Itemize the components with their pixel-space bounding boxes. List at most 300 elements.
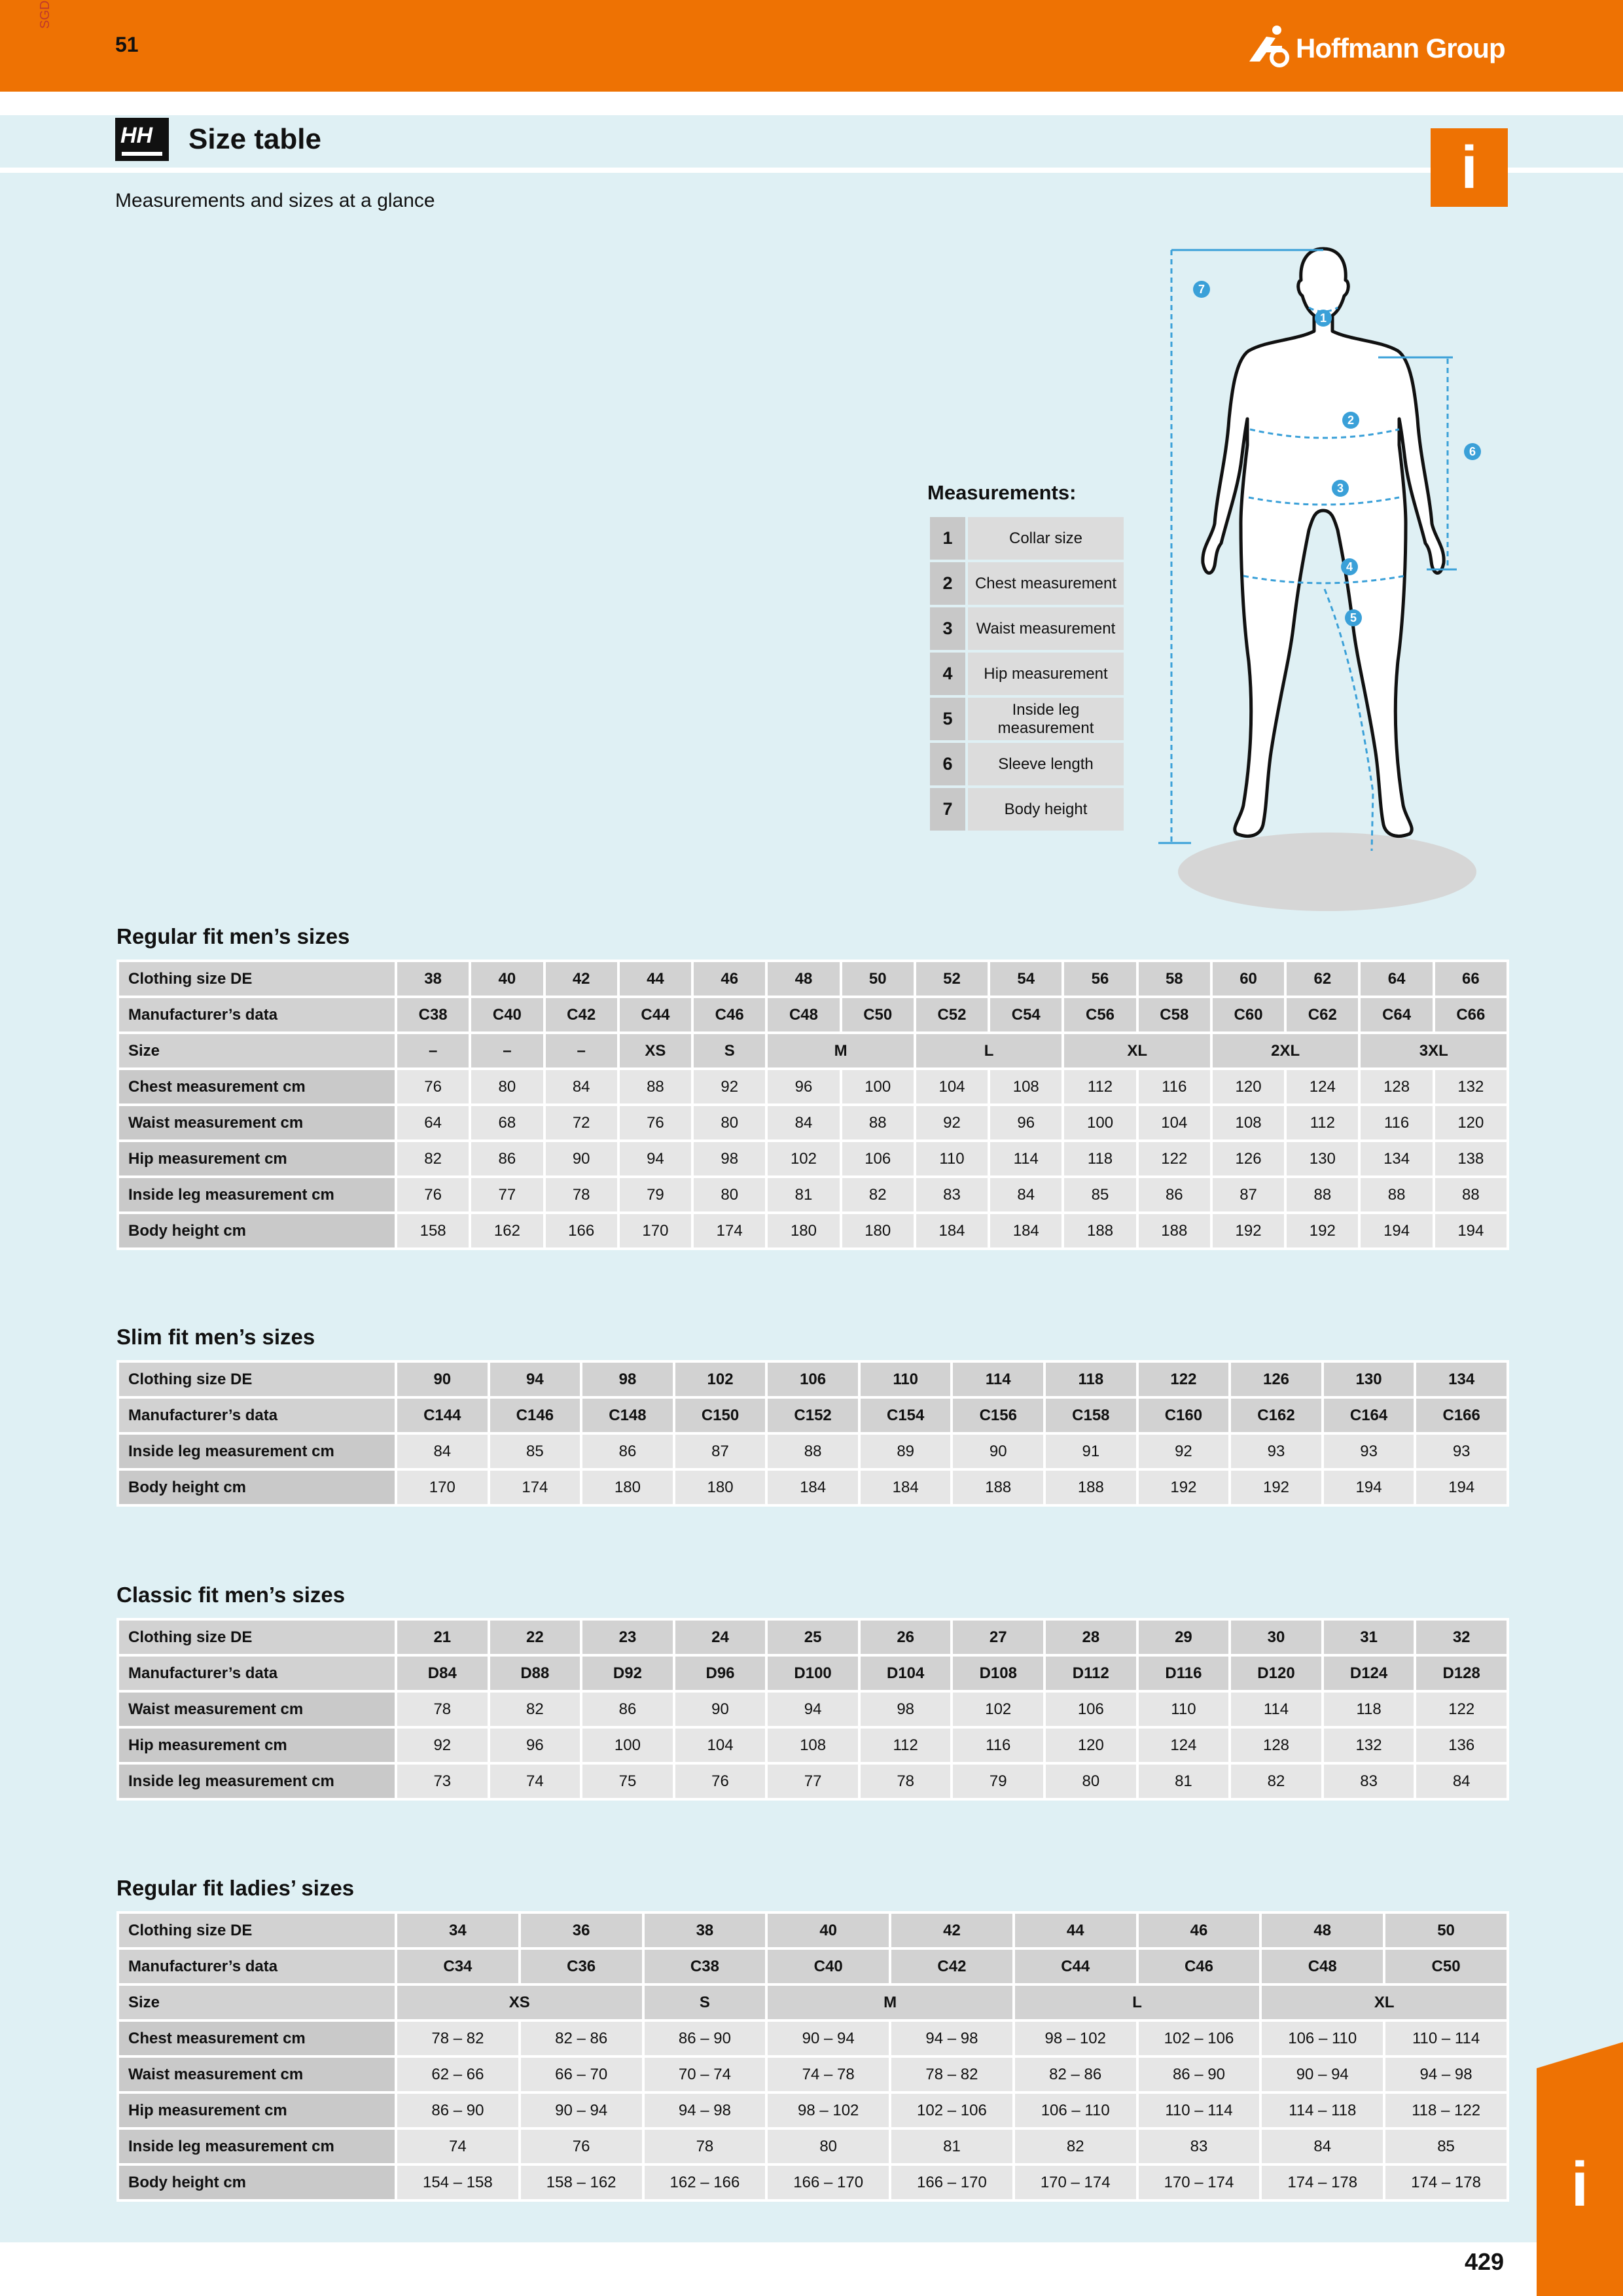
measurement-label: Inside leg measurement	[968, 698, 1124, 740]
row-label: Clothing size DE	[118, 1361, 396, 1397]
table-row	[118, 1397, 1508, 1433]
page-title: Size table	[188, 123, 321, 155]
table-cell: C44	[618, 997, 692, 1033]
measurement-label: Chest measurement	[968, 562, 1124, 605]
table-cell: C160	[1137, 1397, 1230, 1433]
table-row	[118, 1691, 1508, 1727]
table-cell: 87	[1211, 1177, 1285, 1213]
table-cell: C50	[841, 997, 915, 1033]
table-cell: 90 – 94	[1260, 2056, 1384, 2092]
table-cell: 94 – 98	[643, 2092, 767, 2128]
table-cell: C64	[1359, 997, 1433, 1033]
table-cell: 22	[489, 1619, 582, 1655]
table-row	[118, 2164, 1508, 2200]
table-cell: 158	[396, 1213, 470, 1249]
table-cell: 98	[859, 1691, 952, 1727]
table-row	[118, 1763, 1508, 1799]
table-cell: 93	[1230, 1433, 1323, 1469]
table-cell: C144	[396, 1397, 489, 1433]
marker-5-label: 5	[1349, 611, 1357, 624]
table-cell: 88	[1359, 1177, 1433, 1213]
row-label: Clothing size DE	[118, 1912, 396, 1948]
table-cell: 180	[674, 1469, 767, 1505]
row-label: Clothing size DE	[118, 1619, 396, 1655]
row-label: Chest measurement cm	[118, 1069, 396, 1105]
table-cell: 192	[1211, 1213, 1285, 1249]
measurement-number: 5	[930, 698, 965, 740]
info-tab	[1537, 2042, 1623, 2296]
table-cell: 134	[1415, 1361, 1508, 1397]
table-cell: 122	[1137, 1361, 1230, 1397]
page-number: 429	[1465, 2248, 1505, 2275]
table-cell: 42	[544, 961, 618, 997]
table-cell: 82	[1230, 1763, 1323, 1799]
table-cell: 90	[396, 1361, 489, 1397]
table-cell: 85	[489, 1433, 582, 1469]
table-cell: 78	[859, 1763, 952, 1799]
table-cell: 58	[1137, 961, 1211, 997]
table-cell: 106	[766, 1361, 859, 1397]
table-row	[118, 1655, 1508, 1691]
table-cell: 82 – 86	[520, 2020, 643, 2056]
table-cell: C50	[1384, 1948, 1508, 1984]
table-cell: 79	[618, 1177, 692, 1213]
row-label: Size	[118, 1984, 396, 2020]
measurement-number: 2	[930, 562, 965, 605]
table-cell: 188	[1063, 1213, 1137, 1249]
table-cell: 174 – 178	[1384, 2164, 1508, 2200]
table-cell: 70 – 74	[643, 2056, 767, 2092]
table-cell: 86	[581, 1433, 674, 1469]
table-cell: 2XL	[1211, 1033, 1360, 1069]
table-cell: C46	[1137, 1948, 1261, 1984]
table-cell: 96	[766, 1069, 840, 1105]
table-cell: –	[396, 1033, 470, 1069]
table-cell: 73	[396, 1763, 489, 1799]
table-cell: 130	[1285, 1141, 1359, 1177]
row-label: Size	[118, 1033, 396, 1069]
table-cell: 94	[618, 1141, 692, 1177]
table-cell: M	[766, 1033, 915, 1069]
marker-4-label: 4	[1346, 560, 1353, 573]
row-label: Chest measurement cm	[118, 2020, 396, 2056]
table-cell: 26	[859, 1619, 952, 1655]
brand-logo-icon	[1247, 24, 1294, 69]
table-cell: 166 – 170	[766, 2164, 890, 2200]
table-cell: 184	[859, 1469, 952, 1505]
table-cell: 85	[1384, 2128, 1508, 2164]
table-cell: 78 – 82	[396, 2020, 520, 2056]
table-cell: C166	[1415, 1397, 1508, 1433]
table-cell: D116	[1137, 1655, 1230, 1691]
table-cell: 88	[1434, 1177, 1508, 1213]
table-row	[118, 1727, 1508, 1763]
table-cell: 90 – 94	[520, 2092, 643, 2128]
measurement-row	[930, 743, 1124, 785]
table-cell: 77	[766, 1763, 859, 1799]
table-cell: C56	[1063, 997, 1137, 1033]
table-cell: 194	[1359, 1213, 1433, 1249]
marker-7-label: 7	[1198, 283, 1205, 296]
table-cell: D124	[1323, 1655, 1416, 1691]
table-cell: 192	[1137, 1469, 1230, 1505]
table-cell: C146	[489, 1397, 582, 1433]
table-cell: 80	[692, 1177, 766, 1213]
marker-2-label: 2	[1347, 414, 1355, 427]
table-cell: C60	[1211, 997, 1285, 1033]
table-cell: 106 – 110	[1260, 2020, 1384, 2056]
table-cell: 118	[1323, 1691, 1416, 1727]
table-cell: 128	[1230, 1727, 1323, 1763]
table-cell: 92	[396, 1727, 489, 1763]
table-row	[118, 2056, 1508, 2092]
table-cell: 180	[766, 1213, 840, 1249]
table-cell: XS	[618, 1033, 692, 1069]
table-cell: 100	[841, 1069, 915, 1105]
table-cell: C62	[1285, 997, 1359, 1033]
table-cell: 192	[1230, 1469, 1323, 1505]
table-cell: 112	[1063, 1069, 1137, 1105]
table-row	[118, 1177, 1508, 1213]
table-cell: 98 – 102	[1014, 2020, 1137, 2056]
table-cell: C40	[766, 1948, 890, 1984]
table-cell: 44	[618, 961, 692, 997]
table-cell: 122	[1415, 1691, 1508, 1727]
row-label: Inside leg measurement cm	[118, 1433, 396, 1469]
table-cell: 170 – 174	[1014, 2164, 1137, 2200]
table-row	[118, 997, 1508, 1033]
measurement-label: Body height	[968, 788, 1124, 831]
table-cell: 108	[1211, 1105, 1285, 1141]
measurement-row	[930, 698, 1124, 740]
table-cell: 34	[396, 1912, 520, 1948]
table-cell: 92	[692, 1069, 766, 1105]
table-cell: 192	[1285, 1213, 1359, 1249]
measurement-label: Collar size	[968, 517, 1124, 560]
table-cell: 188	[1044, 1469, 1137, 1505]
table-cell: 110 – 114	[1137, 2092, 1261, 2128]
table-cell: 124	[1285, 1069, 1359, 1105]
table-cell: 96	[489, 1727, 582, 1763]
table-cell: 110	[915, 1141, 989, 1177]
row-label: Waist measurement cm	[118, 1691, 396, 1727]
table-cell: D100	[766, 1655, 859, 1691]
table-cell: 132	[1434, 1069, 1508, 1105]
table-cell: 132	[1323, 1727, 1416, 1763]
table-cell: 78 – 82	[890, 2056, 1014, 2092]
table-row	[118, 1619, 1508, 1655]
table-cell: C40	[470, 997, 544, 1033]
table-cell: 36	[520, 1912, 643, 1948]
table-cell: 48	[1260, 1912, 1384, 1948]
table-cell: 90 – 94	[766, 2020, 890, 2056]
table-cell: 118	[1063, 1141, 1137, 1177]
table-cell: C52	[915, 997, 989, 1033]
marker-6-label: 6	[1469, 445, 1476, 458]
brand-logo	[1247, 24, 1508, 69]
table-cell: C154	[859, 1397, 952, 1433]
table-cell: 82	[489, 1691, 582, 1727]
table-row	[118, 2128, 1508, 2164]
table-cell: 76	[520, 2128, 643, 2164]
table-cell: 102 – 106	[890, 2092, 1014, 2128]
table-cell: 184	[915, 1213, 989, 1249]
table-cell: 83	[915, 1177, 989, 1213]
table-cell: C66	[1434, 997, 1508, 1033]
table-cell: 110	[859, 1361, 952, 1397]
table-cell: L	[915, 1033, 1063, 1069]
table-cell: 60	[1211, 961, 1285, 997]
table-cell: C48	[766, 997, 840, 1033]
row-label: Body height cm	[118, 1213, 396, 1249]
table-cell: 86	[470, 1141, 544, 1177]
table-cell: C158	[1044, 1397, 1137, 1433]
table-cell: 81	[890, 2128, 1014, 2164]
table-cell: 89	[859, 1433, 952, 1469]
regular-men-title: Regular fit men’s sizes	[116, 924, 350, 948]
hh-logo-text: HH	[120, 123, 153, 148]
table-cell: D120	[1230, 1655, 1323, 1691]
table-cell: 64	[1359, 961, 1433, 997]
table-cell: 174 – 178	[1260, 2164, 1384, 2200]
regular-ladies-title: Regular fit ladies’ sizes	[116, 1876, 355, 1900]
table-cell: 80	[1044, 1763, 1137, 1799]
table-cell: 84	[544, 1069, 618, 1105]
table-cell: C34	[396, 1948, 520, 1984]
table-cell: 104	[674, 1727, 767, 1763]
measurement-row	[930, 788, 1124, 831]
table-cell: 112	[1285, 1105, 1359, 1141]
table-cell: 88	[618, 1069, 692, 1105]
table-cell: 86	[581, 1691, 674, 1727]
table-cell: 174	[692, 1213, 766, 1249]
table-cell: 136	[1415, 1727, 1508, 1763]
table-cell: 24	[674, 1619, 767, 1655]
table-cell: 120	[1434, 1105, 1508, 1141]
table-cell: 100	[581, 1727, 674, 1763]
table-cell: 194	[1415, 1469, 1508, 1505]
table-row	[118, 1069, 1508, 1105]
row-label: Manufacturer’s data	[118, 1948, 396, 1984]
table-cell: C46	[692, 997, 766, 1033]
classic-men-table	[116, 1618, 1509, 1801]
table-cell: 81	[766, 1177, 840, 1213]
table-cell: 114	[1230, 1691, 1323, 1727]
table-cell: 85	[1063, 1177, 1137, 1213]
table-cell: 104	[915, 1069, 989, 1105]
table-cell: C152	[766, 1397, 859, 1433]
table-cell: 68	[470, 1105, 544, 1141]
table-cell: C42	[890, 1948, 1014, 1984]
table-cell: 82	[841, 1177, 915, 1213]
table-cell: 64	[396, 1105, 470, 1141]
table-row	[118, 1105, 1508, 1141]
table-cell: 40	[470, 961, 544, 997]
table-cell: 92	[1137, 1433, 1230, 1469]
table-cell: 90	[674, 1691, 767, 1727]
figure-body	[1203, 249, 1444, 836]
table-cell: 194	[1323, 1469, 1416, 1505]
table-cell: 88	[1285, 1177, 1359, 1213]
table-cell: 82 – 86	[1014, 2056, 1137, 2092]
table-cell: 72	[544, 1105, 618, 1141]
table-row	[118, 961, 1508, 997]
slim-men-title: Slim fit men’s sizes	[116, 1325, 315, 1349]
header-page-number: 51	[115, 33, 139, 56]
table-cell: 108	[766, 1727, 859, 1763]
table-cell: C162	[1230, 1397, 1323, 1433]
table-cell: 114	[952, 1361, 1044, 1397]
measurements-legend	[927, 514, 1126, 833]
table-cell: 122	[1137, 1141, 1211, 1177]
side-tag: SGD	[38, 0, 52, 29]
row-label: Inside leg measurement cm	[118, 2128, 396, 2164]
table-cell: 84	[1415, 1763, 1508, 1799]
table-cell: 46	[1137, 1912, 1261, 1948]
table-cell: 78	[643, 2128, 767, 2164]
table-cell: 82	[1014, 2128, 1137, 2164]
table-cell: 76	[396, 1177, 470, 1213]
table-cell: 112	[859, 1727, 952, 1763]
table-row	[118, 1141, 1508, 1177]
table-cell: 114	[989, 1141, 1063, 1177]
table-cell: 62 – 66	[396, 2056, 520, 2092]
table-cell: 42	[890, 1912, 1014, 1948]
table-cell: 62	[1285, 961, 1359, 997]
table-cell: 126	[1230, 1361, 1323, 1397]
table-cell: 118 – 122	[1384, 2092, 1508, 2128]
table-row	[118, 1433, 1508, 1469]
regular-men-table	[116, 960, 1509, 1250]
info-icon: i	[1431, 128, 1508, 207]
table-cell: 92	[915, 1105, 989, 1141]
table-cell: 21	[396, 1619, 489, 1655]
page-subtitle: Measurements and sizes at a glance	[115, 190, 435, 211]
table-cell: C42	[544, 997, 618, 1033]
table-cell: 170 – 174	[1137, 2164, 1261, 2200]
table-cell: 188	[1137, 1213, 1211, 1249]
measurement-row	[930, 607, 1124, 650]
table-cell: 38	[643, 1912, 767, 1948]
table-cell: 116	[1359, 1105, 1433, 1141]
table-cell: 83	[1323, 1763, 1416, 1799]
table-cell: 74 – 78	[766, 2056, 890, 2092]
table-row	[118, 1469, 1508, 1505]
table-cell: XL	[1260, 1984, 1508, 2020]
measurement-label: Waist measurement	[968, 607, 1124, 650]
body-figure	[1152, 242, 1492, 923]
brand-name: Hoffmann Group	[1296, 33, 1505, 63]
table-cell: 102	[952, 1691, 1044, 1727]
table-cell: 56	[1063, 961, 1137, 997]
table-cell: 94	[489, 1361, 582, 1397]
table-cell: 76	[396, 1069, 470, 1105]
table-cell: 118	[1044, 1361, 1137, 1397]
table-cell: 94 – 98	[1384, 2056, 1508, 2092]
table-cell: L	[1014, 1984, 1261, 2020]
table-cell: 82	[396, 1141, 470, 1177]
table-cell: 76	[618, 1105, 692, 1141]
measurement-number: 1	[930, 517, 965, 560]
measurement-label: Hip measurement	[968, 653, 1124, 695]
table-cell: 87	[674, 1433, 767, 1469]
table-cell: 94	[766, 1691, 859, 1727]
row-label: Clothing size DE	[118, 961, 396, 997]
table-cell: 93	[1415, 1433, 1508, 1469]
table-cell: 86 – 90	[1137, 2056, 1261, 2092]
table-cell: D112	[1044, 1655, 1137, 1691]
table-cell: 120	[1211, 1069, 1285, 1105]
table-row	[118, 1213, 1508, 1249]
table-cell: C150	[674, 1397, 767, 1433]
table-cell: 76	[674, 1763, 767, 1799]
table-cell: 128	[1359, 1069, 1433, 1105]
table-cell: 48	[766, 961, 840, 997]
table-cell: XS	[396, 1984, 643, 2020]
table-cell: XL	[1063, 1033, 1211, 1069]
table-cell: 184	[989, 1213, 1063, 1249]
table-cell: C164	[1323, 1397, 1416, 1433]
table-cell: 74	[489, 1763, 582, 1799]
table-cell: 25	[766, 1619, 859, 1655]
table-cell: 84	[766, 1105, 840, 1141]
info-tab-icon: i	[1571, 2149, 1589, 2219]
table-cell: 94 – 98	[890, 2020, 1014, 2056]
table-cell: C36	[520, 1948, 643, 1984]
row-label: Body height cm	[118, 2164, 396, 2200]
table-cell: 98	[692, 1141, 766, 1177]
row-label: Hip measurement cm	[118, 2092, 396, 2128]
table-cell: C44	[1014, 1948, 1137, 1984]
table-cell: 88	[766, 1433, 859, 1469]
table-cell: 158 – 162	[520, 2164, 643, 2200]
measurement-number: 7	[930, 788, 965, 831]
table-cell: 80	[470, 1069, 544, 1105]
row-label: Waist measurement cm	[118, 2056, 396, 2092]
table-cell: D108	[952, 1655, 1044, 1691]
table-cell: 66	[1434, 961, 1508, 997]
table-cell: 78	[544, 1177, 618, 1213]
table-cell: 27	[952, 1619, 1044, 1655]
row-label: Inside leg measurement cm	[118, 1763, 396, 1799]
table-cell: 110	[1137, 1691, 1230, 1727]
table-cell: C156	[952, 1397, 1044, 1433]
table-cell: 30	[1230, 1619, 1323, 1655]
measurement-row	[930, 562, 1124, 605]
measurements-title: Measurements:	[927, 481, 1077, 504]
table-cell: 93	[1323, 1433, 1416, 1469]
measurement-row	[930, 517, 1124, 560]
table-cell: 86	[1137, 1177, 1211, 1213]
table-cell: D128	[1415, 1655, 1508, 1691]
table-cell: 83	[1137, 2128, 1261, 2164]
table-cell: D92	[581, 1655, 674, 1691]
table-row	[118, 1984, 1508, 2020]
table-cell: 194	[1434, 1213, 1508, 1249]
table-row	[118, 1912, 1508, 1948]
table-cell: 154 – 158	[396, 2164, 520, 2200]
table-cell: 86 – 90	[396, 2092, 520, 2128]
measurement-row	[930, 653, 1124, 695]
title-divider	[0, 168, 1623, 173]
table-cell: 3XL	[1359, 1033, 1508, 1069]
marker-3-label: 3	[1336, 482, 1344, 495]
row-label: Manufacturer’s data	[118, 1397, 396, 1433]
table-cell: 96	[989, 1105, 1063, 1141]
table-cell: 166 – 170	[890, 2164, 1014, 2200]
table-cell: 110 – 114	[1384, 2020, 1508, 2056]
table-cell: 170	[618, 1213, 692, 1249]
